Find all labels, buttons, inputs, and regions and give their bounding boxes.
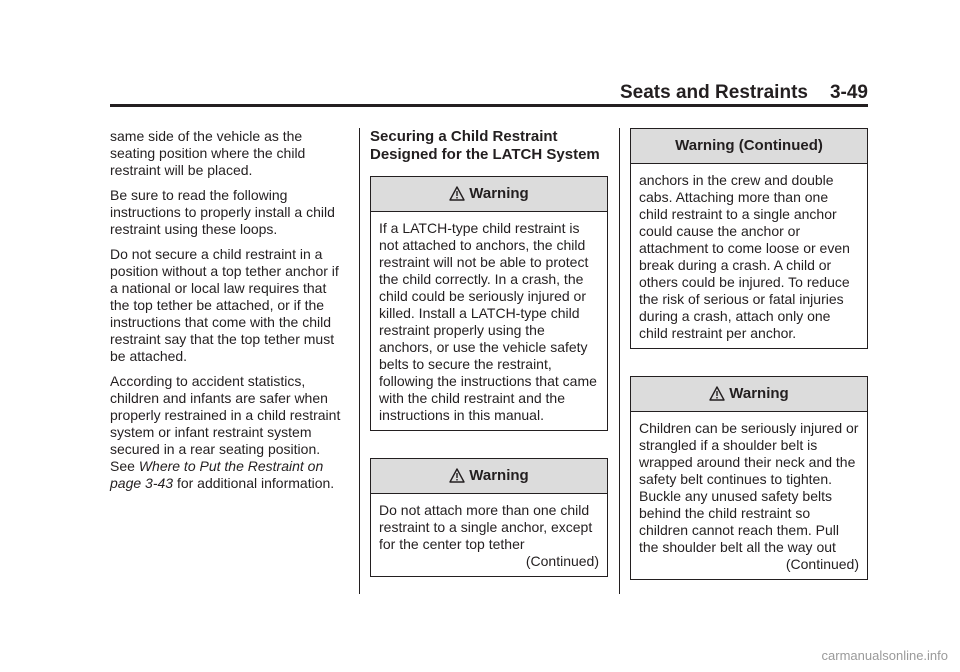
paragraph: Do not secure a child restraint in a position without a top tether anchor if a national or local law requires that the top tether be attached, or if the instructions that come with the child restraint say that the top tether must be attached. [110, 246, 339, 364]
warning-body-text: Children can be seriously injured or strangled if a shoulder belt is wrapped around their neck and the safety belt continues to tighten. Buckle any unused safety belts behind the child restraint so children cannot reach them. Pull the shoulder belt all the way out [639, 420, 859, 555]
paragraph-text: for additional information. [173, 475, 335, 491]
column-1 [110, 128, 348, 500]
warning-title [371, 459, 607, 494]
column-divider-1 [359, 128, 360, 594]
warning-triangle-icon [449, 462, 465, 496]
section-title: Seats and Restraints [620, 82, 808, 103]
section-heading: Securing a Child Restraint Designed for the LATCH System [370, 128, 600, 163]
warning-triangle-icon [709, 380, 725, 414]
warning-title-text: Warning [729, 385, 789, 402]
warning-body: anchors in the crew and double cabs. Attaching more than one child restraint to a single anchor could cause the anchor or attachment to come loose or even break during a crash. A child or others could be injured. To reduce the risk of serious or fatal injuries during a crash, attach only one child restraint per anchor. [639, 172, 850, 341]
warning-title [631, 377, 867, 412]
warning-box [630, 376, 868, 580]
page-number: 3-49 [829, 82, 868, 103]
continued-label: (Continued) [525, 553, 599, 569]
warning-box-continued [630, 128, 868, 349]
warning-title-text: Warning [469, 467, 529, 484]
warning-body: If a LATCH-type child restraint is not attached to anchors, the child restraint will not be able to protect the child correctly. In a crash, the child could be seriously injured or killed. Install a LATCH-type child restraint properly using the anchors, or use the vehicle safety belts to secure the restraint, following the instructions that came with the child restraint and the instructions in this manual. [379, 220, 597, 423]
watermark: carmanualsonline.info [821, 648, 948, 663]
paragraph: same side of the vehicle as the seating position where the child restraint will be placed. [110, 128, 306, 178]
column-3 [630, 128, 868, 580]
warning-title: Warning (Continued) [631, 129, 867, 164]
warning-body-text: Do not attach more than one child restraint to a single anchor, except for the center top tether [379, 502, 593, 552]
cross-reference-link[interactable]: Where to Put the Restraint on page 3-43 [110, 458, 324, 491]
warning-title [371, 177, 607, 212]
header-rule [110, 104, 868, 107]
warning-title-text: Warning [469, 185, 529, 202]
paragraph [110, 373, 348, 492]
warning-body [371, 494, 607, 576]
warning-box [370, 458, 608, 577]
warning-box [370, 176, 608, 431]
paragraph: Be sure to read the following instructions to properly install a child restraint using these loops. [110, 187, 335, 237]
page-header [110, 82, 868, 104]
column-divider-2 [619, 128, 620, 594]
column-2 [370, 128, 608, 577]
warning-triangle-icon [449, 180, 465, 214]
warning-body [631, 412, 867, 579]
paragraph-text: According to accident statistics, children and infants are safer when properly restrained in a child restraint system or infant restraint system secured in a rear seating position. See [110, 373, 341, 474]
continued-label: (Continued) [785, 556, 859, 572]
